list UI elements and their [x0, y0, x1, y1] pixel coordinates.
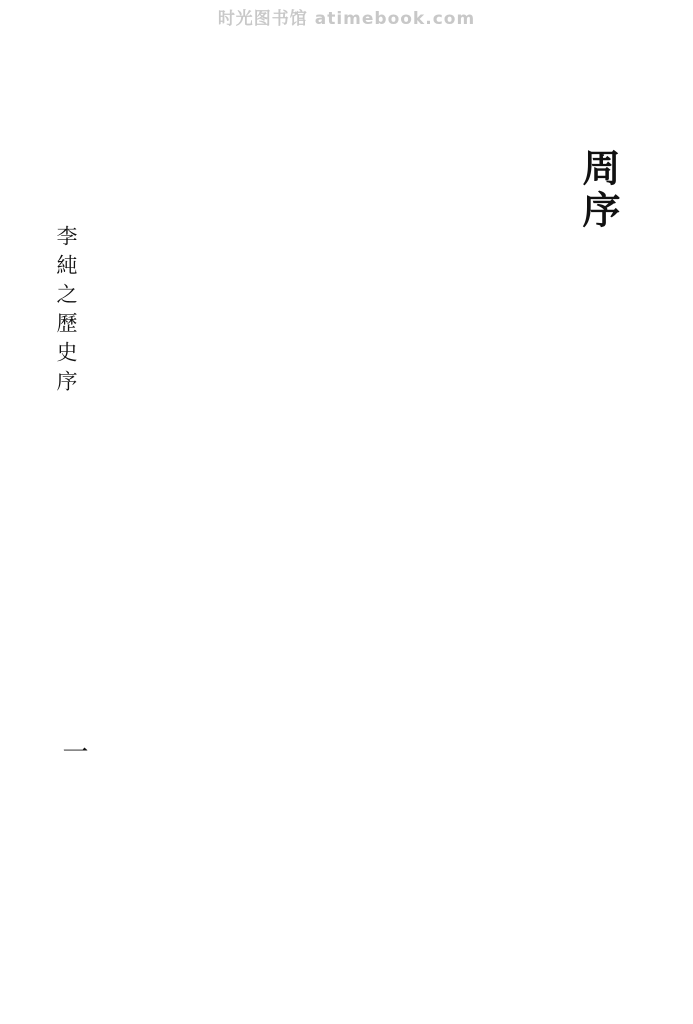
running-head: 李純之歷史序 [54, 225, 78, 399]
preface-heading: 周序 [576, 148, 621, 232]
site-watermark: 时光图书馆 atimebook.com [217, 9, 476, 29]
body-column-10 [178, 160, 212, 960]
body-column-6 [337, 160, 371, 960]
body-column-12 [98, 160, 132, 960]
body-column-4 [416, 160, 450, 960]
page-number: 一 [58, 738, 88, 764]
body-column-1 [536, 165, 570, 965]
body-column-11 [138, 160, 172, 960]
body-column-8 [257, 160, 291, 960]
body-column-7 [297, 160, 331, 960]
body-column-2 [496, 160, 530, 960]
body-column-5 [377, 160, 411, 960]
body-column-3 [456, 160, 490, 960]
body-column-9 [217, 160, 251, 960]
